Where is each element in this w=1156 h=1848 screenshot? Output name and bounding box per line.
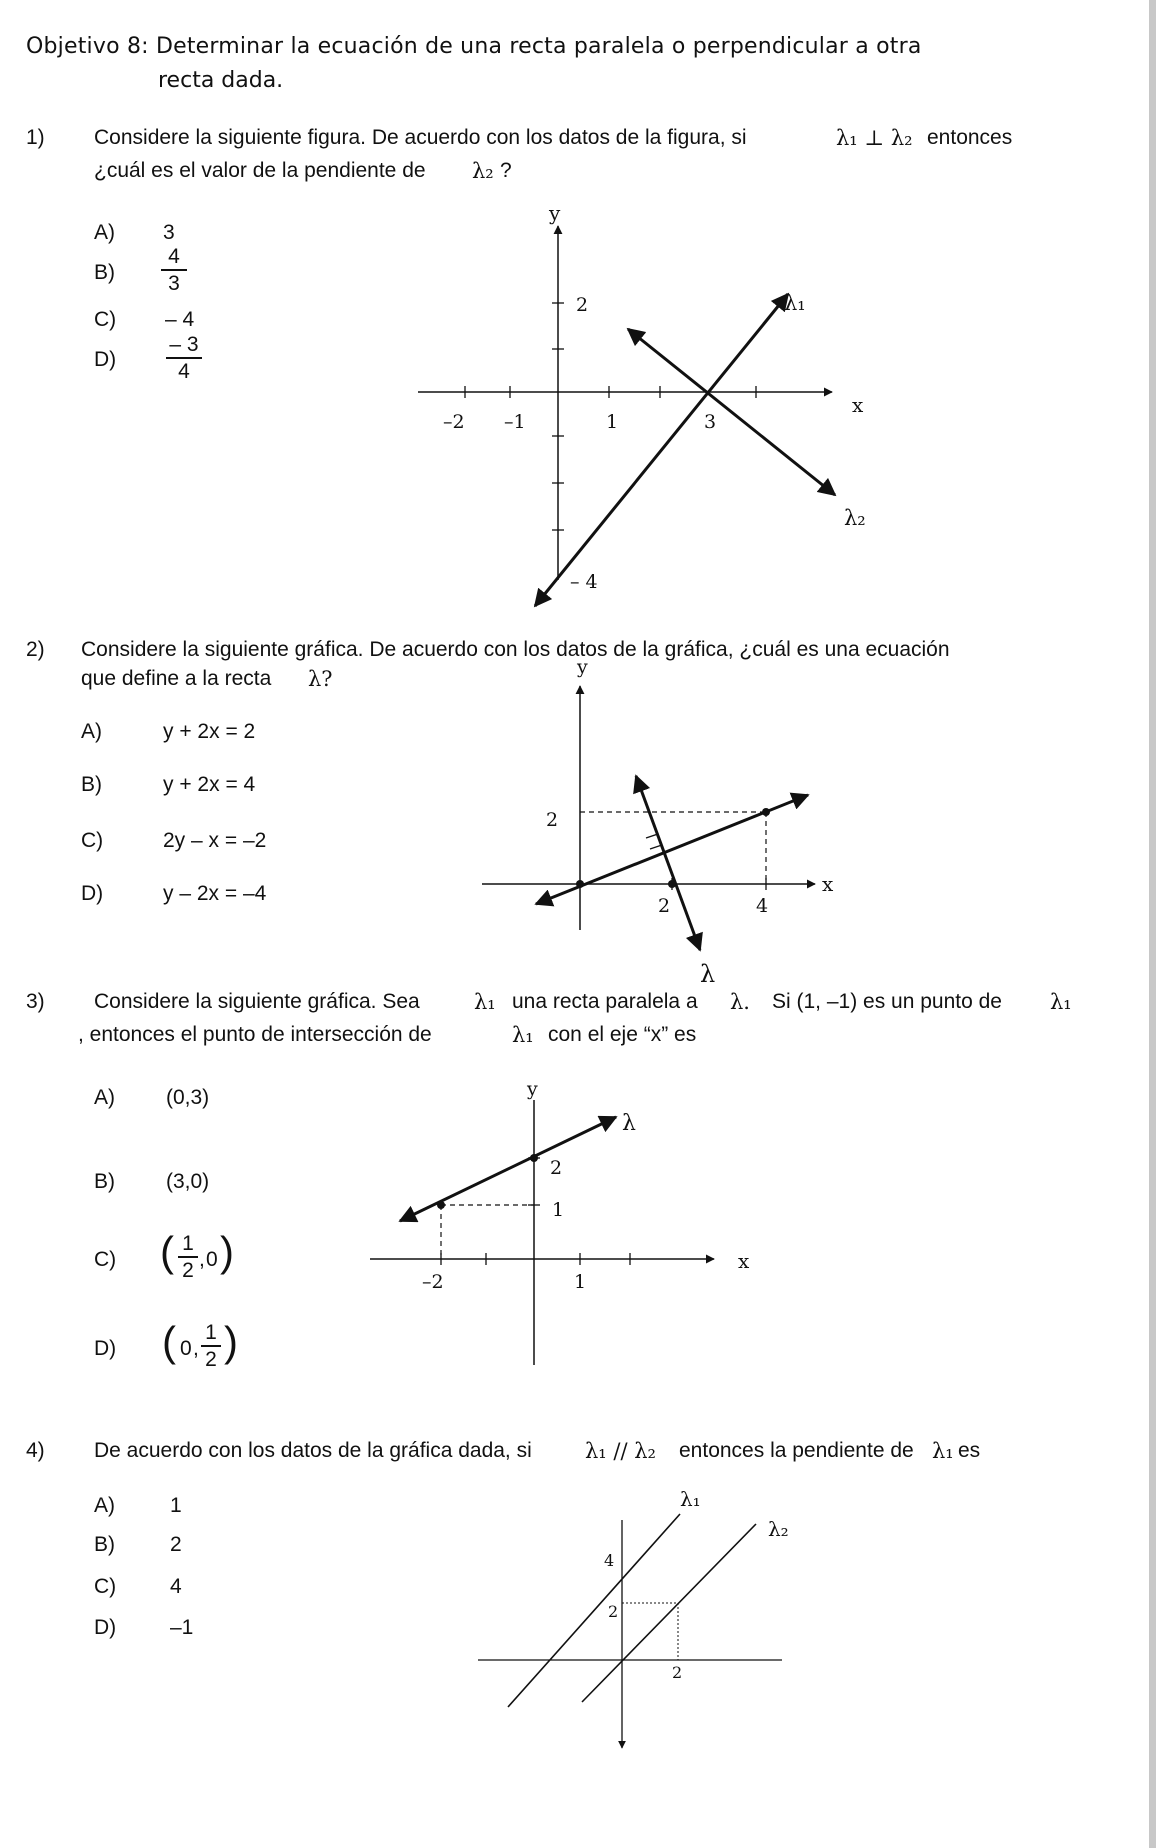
q4-line-lambda1 xyxy=(508,1514,683,1707)
q2-option-b-value: y + 2x = 4 xyxy=(163,773,256,796)
q2-option-a-value: y + 2x = 2 xyxy=(163,720,256,743)
q1-qmark: ? xyxy=(500,159,512,182)
q4-relation: λ₁ // λ₂ xyxy=(585,1439,656,1463)
q1-option-b-den: 3 xyxy=(168,272,180,295)
q3-label-lambda: λ xyxy=(622,1111,636,1136)
q3-tick-xm2: –2 xyxy=(422,1271,444,1293)
q4-label-lambda1: λ₁ xyxy=(680,1487,701,1511)
q3-option-a-letter[interactable]: A) xyxy=(94,1086,115,1109)
q4-option-d-value: –1 xyxy=(170,1616,194,1639)
q3-option-d-letter[interactable]: D) xyxy=(94,1337,117,1360)
q4-option-a-value: 1 xyxy=(170,1494,182,1517)
q1-text-a: Considere la siguiente figura. De acuerdo con los datos de la figura, si xyxy=(94,126,747,149)
q1-option-d-den: 4 xyxy=(178,360,190,383)
q2-y-label: y xyxy=(577,656,588,678)
q1-text-c: ¿cuál es el valor de la pendiente de xyxy=(94,159,426,182)
q3-text-e: con el eje “x” es xyxy=(548,1023,697,1046)
q4-number: 4) xyxy=(26,1439,45,1462)
q4-label-lambda2: λ₂ xyxy=(768,1517,789,1541)
q2-lambda: λ? xyxy=(308,667,333,691)
q3-tick-y1: 1 xyxy=(552,1199,565,1221)
q3-x-label: x xyxy=(738,1249,750,1273)
q2-text-b: que define a la recta xyxy=(81,667,272,690)
q3-option-b-letter[interactable]: B) xyxy=(94,1170,115,1193)
q2-label-lambda: λ xyxy=(700,960,716,988)
q1-option-d-letter[interactable]: D) xyxy=(94,348,117,371)
q2-option-d-letter[interactable]: D) xyxy=(81,882,104,905)
q4-lambda1: λ₁ xyxy=(932,1439,954,1463)
q2-option-c-letter[interactable]: C) xyxy=(81,829,104,852)
q3-y-label: y xyxy=(527,1078,538,1100)
q1-tick-m1: –1 xyxy=(504,411,526,433)
q1-option-c-value: – 4 xyxy=(165,308,195,331)
q1-y-label: y xyxy=(549,201,561,225)
q1-option-d-num: – 3 xyxy=(166,333,202,359)
q2-tick-x4: 4 xyxy=(756,895,769,917)
q4-option-a-letter[interactable]: A) xyxy=(94,1494,115,1517)
q4-option-c-letter[interactable]: C) xyxy=(94,1575,117,1598)
q3-option-c-fraction: $\frac{1}{2}$ xyxy=(178,1232,198,1284)
q4-tick-y2: 2 xyxy=(608,1602,619,1621)
q1-lambda2: λ₂ xyxy=(472,159,494,183)
q3-tick-x1: 1 xyxy=(574,1271,587,1293)
q2-tick-x2: 2 xyxy=(658,895,671,917)
q3-text-d: , entonces el punto de intersección de xyxy=(78,1023,432,1046)
q1-tick-2: 2 xyxy=(576,294,589,316)
q4-option-b-letter[interactable]: B) xyxy=(94,1533,115,1556)
q3-lambda1: λ₁ xyxy=(474,990,496,1014)
q4-text-c: es xyxy=(958,1439,981,1462)
q1-tick-3: 3 xyxy=(704,411,717,433)
q1-label-lambda1: λ₁ xyxy=(784,291,806,315)
q3-text-a: Considere la siguiente gráfica. Sea xyxy=(94,990,420,1013)
q3-option-a-value: (0,3) xyxy=(166,1086,210,1109)
q1-tick-m2: –2 xyxy=(443,411,465,433)
q2-number: 2) xyxy=(26,638,45,661)
q1-number: 1) xyxy=(26,126,45,149)
q2-option-c-value: 2y – x = –2 xyxy=(163,829,267,852)
q1-text-b: entonces xyxy=(927,126,1013,149)
objective-title: Objetivo 8: Determinar la ecuación de una recta paralela o perpendicular a otra xyxy=(26,34,922,59)
q4-text-b: entonces la pendiente de xyxy=(679,1439,914,1462)
q2-option-b-letter[interactable]: B) xyxy=(81,773,102,796)
q1-relation: λ₁ ⊥ λ₂ xyxy=(836,126,913,150)
q3-lambda1c: λ₁ xyxy=(512,1023,534,1047)
objective-title-cont: recta dada. xyxy=(158,68,284,93)
q2-option-d-value: y – 2x = –4 xyxy=(163,882,267,905)
q1-label-lambda2: λ₂ xyxy=(844,506,866,530)
q3-text-b: una recta paralela a xyxy=(512,990,698,1013)
q2-option-a-letter[interactable]: A) xyxy=(81,720,102,743)
q3-option-b-value: (3,0) xyxy=(166,1170,210,1193)
q3-number: 3) xyxy=(26,990,45,1013)
q3-tick-y2: 2 xyxy=(550,1157,563,1179)
q4-option-c-value: 4 xyxy=(170,1575,182,1598)
q1-tick-m4: – 4 xyxy=(570,571,598,593)
q3-text-c: Si (1, –1) es un punto de xyxy=(772,990,1002,1013)
q2-text-a: Considere la siguiente gráfica. De acuerdo con los datos de la gráfica, ¿cuál es una ecuación xyxy=(81,638,950,661)
q1-option-a-letter[interactable]: A) xyxy=(94,221,115,244)
q4-tick-x2: 2 xyxy=(672,1663,683,1682)
q1-option-b-num: 4 xyxy=(161,245,187,271)
q4-option-b-value: 2 xyxy=(170,1533,182,1556)
q1-tick-1: 1 xyxy=(606,411,619,433)
q3-lambda: λ. xyxy=(730,990,750,1014)
q1-option-c-letter[interactable]: C) xyxy=(94,308,117,331)
q1-option-b-letter[interactable]: B) xyxy=(94,261,115,284)
q4-tick-4: 4 xyxy=(604,1551,615,1570)
q1-option-a-value: 3 xyxy=(163,221,175,244)
q3-option-c-letter[interactable]: C) xyxy=(94,1248,117,1271)
q1-x-label: x xyxy=(852,393,864,417)
q2-tick-y2: 2 xyxy=(546,809,559,831)
q3-option-d-fraction: $\frac{1}{2}$ xyxy=(201,1321,221,1373)
q4-option-d-letter[interactable]: D) xyxy=(94,1616,117,1639)
q2-x-label: x xyxy=(822,872,834,896)
q3-lambda1b: λ₁ xyxy=(1050,990,1072,1014)
q4-text-a: De acuerdo con los datos de la gráfica dada, si xyxy=(94,1439,532,1462)
